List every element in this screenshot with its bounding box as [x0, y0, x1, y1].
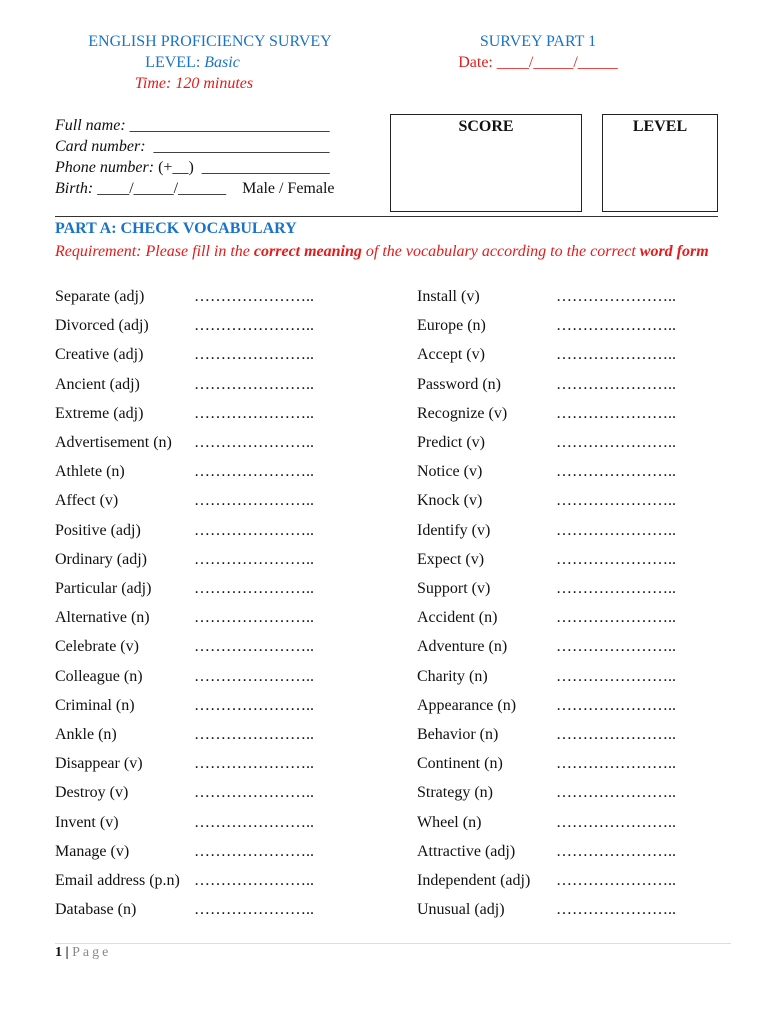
page-label: Page	[72, 945, 112, 960]
vocab-term: Support (v)	[417, 580, 491, 597]
vocab-term: Alternative (n)	[55, 609, 150, 626]
answer-blank[interactable]: …………………..	[194, 638, 314, 655]
score-label: SCORE	[458, 118, 514, 135]
birth-row	[55, 180, 335, 198]
answer-blank[interactable]: …………………..	[194, 755, 314, 772]
answer-blank[interactable]: …………………..	[556, 288, 676, 305]
level-box	[602, 114, 718, 212]
answer-blank[interactable]: …………………..	[556, 726, 676, 743]
card-field: ______________________	[153, 138, 330, 155]
answer-blank[interactable]: …………………..	[556, 638, 676, 655]
vocab-term: Accept (v)	[417, 346, 485, 363]
footer-divider	[55, 943, 731, 944]
vocab-term: Password (n)	[417, 376, 501, 393]
vocab-term: Affect (v)	[55, 492, 119, 509]
vocab-term: Database (n)	[55, 901, 137, 918]
answer-blank[interactable]: …………………..	[194, 405, 314, 422]
answer-blank[interactable]: …………………..	[556, 580, 676, 597]
answer-blank[interactable]: …………………..	[194, 492, 314, 509]
answer-blank[interactable]: …………………..	[194, 784, 314, 801]
answer-blank[interactable]: …………………..	[556, 697, 676, 714]
answer-blank[interactable]: …………………..	[194, 551, 314, 568]
survey-part: SURVEY PART 1	[479, 33, 597, 50]
answer-blank[interactable]: …………………..	[194, 726, 314, 743]
answer-blank[interactable]: …………………..	[194, 872, 314, 889]
date-field: Date: ____/_____/_____	[458, 54, 618, 71]
answer-blank[interactable]: …………………..	[556, 522, 676, 539]
answer-blank[interactable]: …………………..	[194, 288, 314, 305]
vocab-term: Accident (n)	[417, 609, 498, 626]
answer-blank[interactable]: …………………..	[556, 405, 676, 422]
vocab-term: Celebrate (v)	[55, 638, 139, 655]
card-row	[55, 138, 330, 156]
vocab-term: Independent (adj)	[417, 872, 531, 889]
vocab-term: Particular (adj)	[55, 580, 152, 597]
answer-blank[interactable]: …………………..	[556, 668, 676, 685]
vocab-term: Notice (v)	[417, 463, 483, 480]
vocab-term: Continent (n)	[417, 755, 503, 772]
answer-blank[interactable]: …………………..	[194, 843, 314, 860]
vocab-term: Behavior (n)	[417, 726, 499, 743]
level-line	[0, 54, 385, 72]
vocab-term: Divorced (adj)	[55, 317, 149, 334]
level-box-label: LEVEL	[632, 118, 688, 135]
section-divider	[55, 216, 718, 217]
answer-blank[interactable]: …………………..	[556, 492, 676, 509]
vocab-term: Appearance (n)	[417, 697, 517, 714]
vocab-term: Disappear (v)	[55, 755, 143, 772]
answer-blank[interactable]: …………………..	[194, 668, 314, 685]
survey-title: ENGLISH PROFICIENCY SURVEY	[88, 33, 332, 50]
answer-blank[interactable]: …………………..	[194, 580, 314, 597]
answer-blank[interactable]: …………………..	[556, 376, 676, 393]
phone-field: ________________	[201, 159, 330, 176]
answer-blank[interactable]: …………………..	[556, 814, 676, 831]
vocab-term: Adventure (n)	[417, 638, 508, 655]
answer-blank[interactable]: …………………..	[194, 434, 314, 451]
answer-blank[interactable]: …………………..	[556, 872, 676, 889]
fullname-label: Full name:	[55, 117, 126, 134]
answer-blank[interactable]: …………………..	[194, 522, 314, 539]
vocab-term: Expect (v)	[417, 551, 485, 568]
answer-blank[interactable]: …………………..	[556, 901, 676, 918]
answer-blank[interactable]: …………………..	[556, 463, 676, 480]
vocab-term: Extreme (adj)	[55, 405, 144, 422]
vocab-term: Ordinary (adj)	[55, 551, 147, 568]
gender-options: Male / Female	[242, 180, 335, 197]
vocab-term: Charity (n)	[417, 668, 488, 685]
vocab-term: Recognize (v)	[417, 405, 508, 422]
card-label: Card number:	[55, 138, 146, 155]
answer-blank[interactable]: …………………..	[194, 697, 314, 714]
score-box	[390, 114, 582, 212]
phone-prefix: (+__)	[158, 159, 194, 176]
answer-blank[interactable]: …………………..	[194, 376, 314, 393]
fullname-field: _________________________	[129, 117, 330, 134]
answer-blank[interactable]: …………………..	[556, 434, 676, 451]
answer-blank[interactable]: …………………..	[556, 551, 676, 568]
vocab-term: Email address (p.n)	[55, 872, 180, 889]
time-limit: Time: 120 minutes	[134, 75, 254, 92]
vocab-term: Ancient (adj)	[55, 376, 140, 393]
level-value: Basic	[204, 54, 240, 71]
vocab-term: Identify (v)	[417, 522, 491, 539]
answer-blank[interactable]: …………………..	[194, 814, 314, 831]
answer-blank[interactable]: …………………..	[194, 463, 314, 480]
vocab-term: Attractive (adj)	[417, 843, 516, 860]
birth-field: ____/_____/______	[97, 180, 227, 197]
answer-blank[interactable]: …………………..	[556, 346, 676, 363]
vocab-term: Install (v)	[417, 288, 480, 305]
vocab-term: Criminal (n)	[55, 697, 135, 714]
page-number: 1	[55, 945, 62, 960]
page-footer: 1 | Page	[55, 945, 112, 960]
phone-label: Phone number:	[55, 159, 155, 176]
answer-blank[interactable]: …………………..	[194, 901, 314, 918]
level-label: LEVEL:	[145, 54, 205, 71]
answer-blank[interactable]: …………………..	[556, 609, 676, 626]
answer-blank[interactable]: …………………..	[194, 346, 314, 363]
vocab-term: Separate (adj)	[55, 288, 145, 305]
vocab-term: Colleague (n)	[55, 668, 143, 685]
vocab-term: Unusual (adj)	[417, 901, 505, 918]
vocab-term: Europe (n)	[417, 317, 486, 334]
answer-blank[interactable]: …………………..	[556, 784, 676, 801]
vocab-term: Athlete (n)	[55, 463, 125, 480]
answer-blank[interactable]: …………………..	[556, 755, 676, 772]
answer-blank[interactable]: …………………..	[556, 317, 676, 334]
answer-blank[interactable]: …………………..	[194, 317, 314, 334]
vocab-term: Manage (v)	[55, 843, 130, 860]
requirement-text: Requirement: Please fill in the correct meaning of the vocabulary according to the correct word form	[55, 243, 709, 260]
vocab-term: Knock (v)	[417, 492, 483, 509]
vocab-term: Wheel (n)	[417, 814, 482, 831]
vocab-term: Invent (v)	[55, 814, 119, 831]
vocab-term: Creative (adj)	[55, 346, 144, 363]
vocab-term: Predict (v)	[417, 434, 485, 451]
vocab-term: Destroy (v)	[55, 784, 129, 801]
answer-blank[interactable]: …………………..	[556, 843, 676, 860]
vocab-term: Ankle (n)	[55, 726, 117, 743]
answer-blank[interactable]: …………………..	[194, 609, 314, 626]
vocab-term: Positive (adj)	[55, 522, 141, 539]
phone-row	[55, 159, 330, 177]
part-a-title: PART A: CHECK VOCABULARY	[55, 220, 297, 237]
fullname-row	[55, 117, 330, 135]
vocab-term: Advertisement (n)	[55, 434, 172, 451]
vocab-term: Strategy (n)	[417, 784, 493, 801]
birth-label: Birth:	[55, 180, 94, 197]
